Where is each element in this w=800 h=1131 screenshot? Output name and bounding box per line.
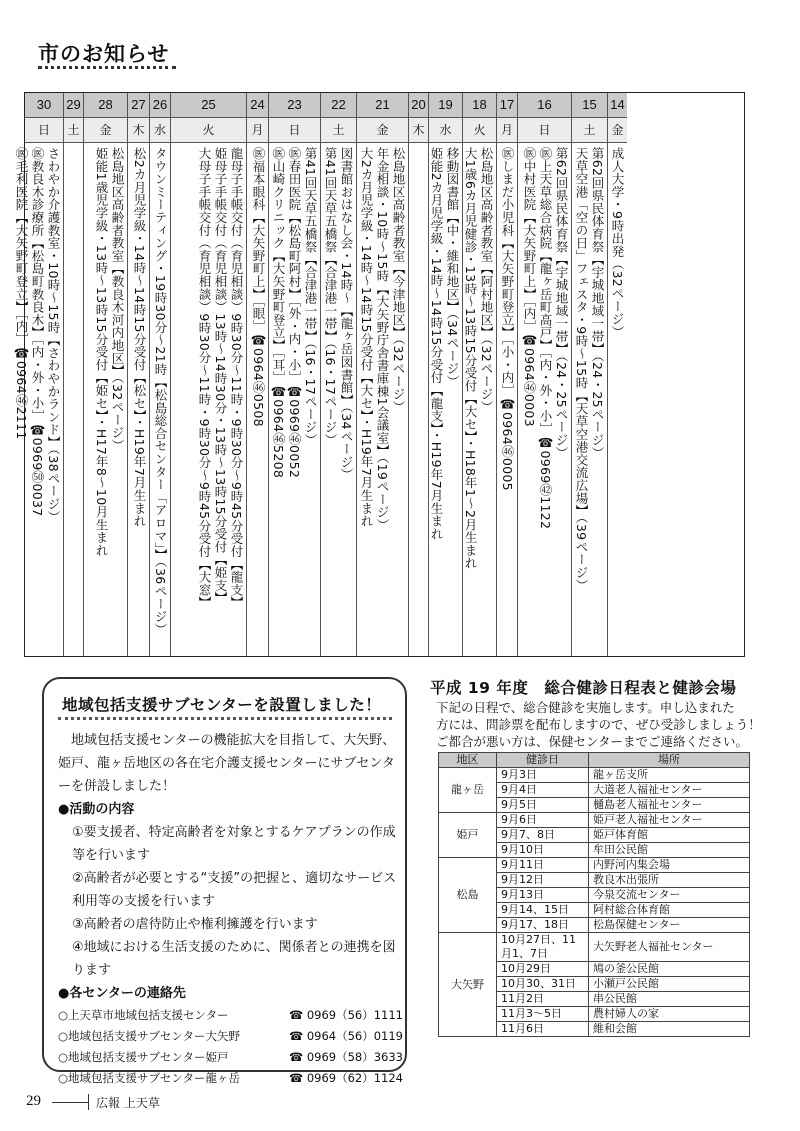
- calendar-day: [608, 93, 627, 656]
- day-of-week: 木: [409, 118, 428, 143]
- region-cell: 龍ヶ岳: [439, 768, 497, 813]
- date-cell: 11月3～5日: [497, 1007, 589, 1022]
- day-events: [572, 143, 607, 652]
- venue-cell: 農村婦人の家: [589, 1007, 750, 1022]
- day-events: [497, 143, 517, 652]
- event-line: 天草空港「空の日」フェスタ・9時～15時【天草空港交流広場】（39ページ）: [574, 147, 589, 592]
- subcenter-notice: [42, 677, 407, 1085]
- contact-row: [58, 1005, 403, 1026]
- date-cell: 11月6日: [497, 1022, 589, 1037]
- column-header: 場所: [589, 753, 750, 768]
- page-number: 29: [26, 1093, 41, 1109]
- day-of-week: 金: [84, 118, 127, 143]
- event-line: 龍母子手帳交付（育児相談）9時30分～11時・9時30分～9時45分受付【龍支】: [229, 147, 244, 609]
- date-cell: 9月17、18日: [497, 918, 589, 933]
- phone-number: ☎ 0964（56）0119: [288, 1029, 403, 1043]
- event-line: 第41回天草五橋祭【合津港一帯】（16・17ページ）: [323, 147, 338, 447]
- center-name: ○地域包括支援サブセンター龍ヶ岳: [58, 1071, 240, 1085]
- day-events: [150, 143, 170, 652]
- venue-cell: 教良木出張所: [589, 873, 750, 888]
- event-line: ㊩毛利医院【大矢野町登立】［内］☎0964㊻2111: [14, 147, 29, 440]
- event-line: ㊩山崎クリニック【大矢野町登立】［耳］☎0964㊻5208: [271, 147, 286, 479]
- event-line: 大母子手帳交付（育児相談）9時30分～11時・9時30分～9時45分受付【大窓】: [197, 147, 212, 609]
- footer-rule: [52, 1102, 88, 1103]
- event-line: 第41回天草五橋祭【合津港一帯】（16・17ページ）: [303, 147, 318, 447]
- day-events: [518, 143, 571, 652]
- event-line: 松2カ月児学級・14時～14時15分受付【松セ】・H19年7月生まれ: [132, 147, 147, 528]
- day-number: 23: [269, 93, 320, 118]
- venue-cell: 樋島老人福祉センター: [589, 798, 750, 813]
- intro-line: ご都合が悪い方は、保健センターまでご連絡ください。: [436, 734, 749, 749]
- contacts-heading: ●各センターの連絡先: [58, 986, 186, 1001]
- date-cell: 9月10日: [497, 843, 589, 858]
- activity-item: ①要支援者、特定高齢者を対象とするケアプランの作成等を行います: [72, 825, 396, 863]
- region-cell: 大矢野: [439, 933, 497, 1037]
- activities-heading: ●活動の内容: [58, 802, 135, 817]
- table-row: [439, 768, 750, 783]
- day-events: [463, 143, 496, 652]
- day-events: [608, 143, 627, 652]
- day-events: [321, 143, 356, 652]
- day-of-week: 月: [247, 118, 268, 143]
- schedule-intro: [436, 699, 766, 750]
- intro-line: 下記の日程で、総合健診を実施します。申し込まれた: [436, 700, 735, 715]
- date-cell: 9月4日: [497, 783, 589, 798]
- day-number: 17: [497, 93, 517, 118]
- event-line: 図書館おはなし会・14時～【龍ヶ岳図書館】（34ページ）: [339, 147, 354, 481]
- calendar-day: [409, 93, 429, 656]
- day-number: 18: [463, 93, 496, 118]
- day-of-week: 土: [321, 118, 356, 143]
- event-line: ㊩しまだ小児科【大矢野町登立】［小・内］☎0964㊻0005: [500, 147, 515, 491]
- day-events: [357, 143, 408, 652]
- day-number: 30: [25, 93, 63, 118]
- event-line: ㊩福本眼科【大矢野町上】［眼］☎0964㊻0508: [251, 147, 266, 427]
- day-of-week: 金: [357, 118, 408, 143]
- calendar-day: [247, 93, 269, 656]
- event-line: 大1歳6カ月児健診・13時～13時15分受付【大セ】・H18年1～2月生まれ: [463, 147, 478, 570]
- event-line: ㊩春田医院【松島町阿村】［外・内・小］☎0969㊻0052: [287, 147, 302, 479]
- venue-cell: 内野河内集会場: [589, 858, 750, 873]
- contact-list: [58, 1005, 403, 1089]
- venue-cell: 小瀬戸公民館: [589, 977, 750, 992]
- calendar-day: [269, 93, 321, 656]
- day-of-week: 日: [25, 118, 63, 143]
- venue-cell: 姫戸老人福祉センター: [589, 813, 750, 828]
- contact-row: [58, 1026, 403, 1047]
- calendar-day: [64, 93, 84, 656]
- date-cell: 9月12日: [497, 873, 589, 888]
- center-name: ○地域包括支援サブセンター姫戸: [58, 1050, 229, 1064]
- phone-number: ☎ 0969（56）1111: [288, 1008, 403, 1022]
- activity-item: ③高齢者の虐待防止や権利擁護を行います: [72, 917, 318, 932]
- day-of-week: 土: [64, 118, 83, 143]
- day-events: [84, 143, 127, 652]
- day-number: 25: [171, 93, 246, 118]
- day-of-week: 月: [497, 118, 517, 143]
- table-row: [439, 933, 750, 962]
- event-calendar: [14, 92, 745, 657]
- venue-cell: 串公民館: [589, 992, 750, 1007]
- day-number: 26: [150, 93, 170, 118]
- calendar-day: [14, 93, 64, 656]
- event-line: ㊩上天草総合病院【龍ヶ岳町高戸】［内・外・小］☎0969㊷1122: [538, 147, 553, 530]
- day-number: 24: [247, 93, 268, 118]
- day-number: 28: [84, 93, 127, 118]
- day-of-week: 木: [128, 118, 149, 143]
- region-cell: 姫戸: [439, 813, 497, 858]
- publication-name: 広報 上天草: [96, 1096, 160, 1110]
- subcenter-intro: 地域包括支援センターの機能拡大を目指して、大矢野、姫戸、龍ヶ岳地区の各在宅介護支援センターにサブセンターを併設しました！: [58, 733, 396, 794]
- day-events: [247, 143, 268, 652]
- event-line: 大2カ月児学級・14時～14時15分受付【大セ】・H19年7月生まれ: [359, 147, 374, 528]
- calendar-day: [572, 93, 608, 656]
- day-events: [14, 143, 63, 652]
- date-cell: 10月29日: [497, 962, 589, 977]
- day-number: 29: [64, 93, 83, 118]
- venue-cell: 姫戸体育館: [589, 828, 750, 843]
- region-cell: 松島: [439, 858, 497, 933]
- phone-number: ☎ 0969（62）1124: [288, 1071, 403, 1085]
- day-events: [429, 143, 462, 652]
- event-line: 松島地区高齢者教室【阿村地区】（32ページ）: [479, 147, 494, 414]
- phone-number: ☎ 0969（58）3633: [288, 1050, 403, 1064]
- column-header: 健診日: [497, 753, 589, 768]
- contact-row: [58, 1047, 403, 1068]
- day-of-week: 水: [429, 118, 462, 143]
- day-of-week: 土: [572, 118, 607, 143]
- title-underline: [38, 66, 176, 69]
- center-name: ○上天草市地域包括支援センター: [58, 1008, 229, 1022]
- date-cell: 9月7、8日: [497, 828, 589, 843]
- event-line: ㊩中村医院【大矢野町上】［内］☎0964㊻0003: [522, 147, 537, 427]
- column-header: 地区: [439, 753, 497, 768]
- day-events: [128, 143, 149, 652]
- venue-cell: 阿村総合体育館: [589, 903, 750, 918]
- day-of-week: 日: [518, 118, 571, 143]
- date-cell: 9月6日: [497, 813, 589, 828]
- event-line: 移動図書館【中・維和地区】（34ページ）: [445, 147, 460, 388]
- day-number: 21: [357, 93, 408, 118]
- day-number: 19: [429, 93, 462, 118]
- event-line: タウンミーティング・19時30分～21時【松島総合センター「アロマ」】（36ページ）: [153, 147, 168, 636]
- schedule-title: 平成 19 年度 総合健診日程表と健診会場: [430, 679, 737, 697]
- date-cell: 9月11日: [497, 858, 589, 873]
- table-row: [439, 858, 750, 873]
- date-cell: 9月3日: [497, 768, 589, 783]
- event-line: 松島地区高齢者教室【今津地区】（32ページ）: [391, 147, 406, 414]
- calendar-day: [171, 93, 247, 656]
- day-events: [171, 143, 246, 652]
- day-events: [409, 143, 428, 652]
- venue-cell: 龍ヶ岳支所: [589, 768, 750, 783]
- event-line: 年金相談・10時～15時【大矢野庁舎書庫棟1会議室】（19ページ）: [375, 147, 390, 532]
- footer-tick: [88, 1094, 89, 1110]
- checkup-schedule-table: [438, 752, 750, 1037]
- day-events: [64, 143, 83, 652]
- subcenter-heading: 地域包括支援サブセンターを設置しました！: [62, 696, 382, 714]
- day-number: 20: [409, 93, 428, 118]
- event-line: 成人大学・9時出発（32ページ）: [610, 147, 625, 339]
- event-line: ㊩教良木診療所【松島町教良木】［内・外・小］☎0969㊿0037: [30, 147, 45, 517]
- day-of-week: 金: [608, 118, 627, 143]
- date-cell: 10月27日、11月1、7日: [497, 933, 589, 962]
- calendar-day: [357, 93, 409, 656]
- venue-cell: 松島保健センター: [589, 918, 750, 933]
- day-of-week: 水: [150, 118, 170, 143]
- table-row: [439, 813, 750, 828]
- calendar-day: [321, 93, 357, 656]
- date-cell: 9月5日: [497, 798, 589, 813]
- center-name: ○地域包括支援サブセンター大矢野: [58, 1029, 240, 1043]
- event-line: 松島地区高齢者教室【教良木河内地区】（32ページ）: [110, 147, 125, 452]
- contact-row: [58, 1068, 403, 1089]
- heading-rule: [58, 717, 392, 720]
- date-cell: 10月30、31日: [497, 977, 589, 992]
- calendar-day: [128, 93, 150, 656]
- venue-cell: 維和会館: [589, 1022, 750, 1037]
- date-cell: 9月14、15日: [497, 903, 589, 918]
- intro-line: 方には、問診票を配布しますので、ぜひ受診しましょう！: [436, 717, 761, 732]
- date-cell: 9月13日: [497, 888, 589, 903]
- activity-item: ④地域における生活支援のために、関係者との連携を図ります: [72, 940, 396, 978]
- calendar-day: [429, 93, 463, 656]
- event-line: 第62回県民体育祭【宇城地域一帯】（24・25ページ）: [590, 147, 605, 460]
- venue-cell: 牟田公民館: [589, 843, 750, 858]
- calendar-day: [497, 93, 518, 656]
- venue-cell: 鳩の釜公民館: [589, 962, 750, 977]
- event-line: 姫母子手帳交付（育児相談）13時～14時30分・13時～13時15分受付【姫支】: [213, 147, 228, 605]
- venue-cell: 大道老人福祉センター: [589, 783, 750, 798]
- day-number: 27: [128, 93, 149, 118]
- day-of-week: 火: [171, 118, 246, 143]
- day-number: 15: [572, 93, 607, 118]
- event-line: さわやか介護教室・10時～15時【さわやかランド】（38ページ）: [46, 147, 61, 524]
- event-line: 第62回県民体育祭【宇城地域一帯】（24・25ページ）: [554, 147, 569, 460]
- calendar-day: [518, 93, 572, 656]
- event-line: 姫能1歳児学級・13時～13時15分受付【姫セ】・H17年8～10月生まれ: [94, 147, 109, 557]
- day-number: 16: [518, 93, 571, 118]
- venue-cell: 今泉交流センター: [589, 888, 750, 903]
- activity-item: ②高齢者が必要とする“支援”の把握と、適切なサービス利用等の支援を行います: [72, 871, 397, 909]
- calendar-day: [463, 93, 497, 656]
- calendar-day: [84, 93, 128, 656]
- day-of-week: 火: [463, 118, 496, 143]
- day-number: 22: [321, 93, 356, 118]
- day-events: [269, 143, 320, 652]
- venue-cell: 大矢野老人福祉センター: [589, 933, 750, 962]
- section-title: 市のお知らせ: [38, 42, 170, 66]
- day-number: 14: [608, 93, 627, 118]
- calendar-day: [150, 93, 171, 656]
- date-cell: 11月2日: [497, 992, 589, 1007]
- day-of-week: 日: [269, 118, 320, 143]
- event-line: 姫能2カ月児学級・14時～14時15分受付【龍支】・H19年7月生まれ: [429, 147, 444, 541]
